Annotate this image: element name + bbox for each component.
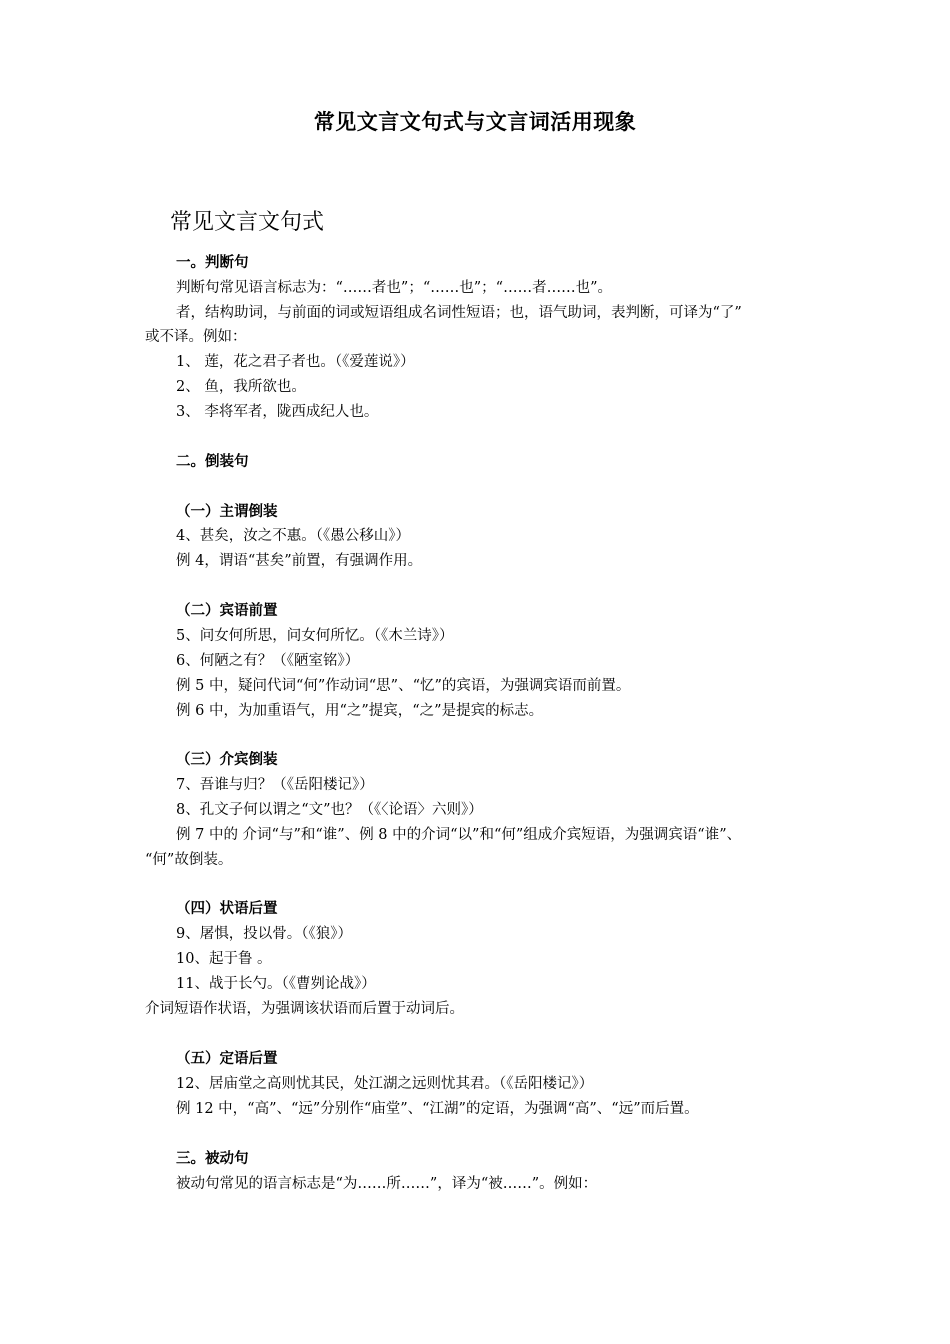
paragraph: 者，结构助词，与前面的词或短语组成名词性短语；也，语气助词，表判断，可译为“了” bbox=[176, 305, 742, 321]
subheading: （二）宾语前置 bbox=[176, 602, 278, 619]
example-line: 11、战于长勺。（《曹刿论战》） bbox=[176, 976, 376, 992]
explanation-line: 例 6 中，为加重语气，用“之”提宾，“之”是提宾的标志。 bbox=[176, 703, 544, 719]
example-line: 10、起于鲁 。 bbox=[176, 951, 272, 967]
example-line: 9、屠惧，投以骨。（《狼》） bbox=[176, 926, 352, 942]
paragraph: 判断句常见语言标志为：“……者也”；“……也”；“……者……也”。 bbox=[176, 280, 612, 296]
subheading: （一）主谓倒装 bbox=[176, 503, 278, 520]
example-line: 7、吾谁与归？（《岳阳楼记》） bbox=[176, 777, 374, 793]
paragraph: 被动句常见的语言标志是“为……所……”，译为“被……”。例如： bbox=[176, 1176, 598, 1192]
heading-inverted-sentence: 二。倒装句 bbox=[176, 453, 249, 470]
heading-passive-sentence: 三。被动句 bbox=[176, 1150, 249, 1167]
example-line: 6、何陋之有？（《陋室铭》） bbox=[176, 653, 360, 669]
explanation-line: 例 12 中，“高”、“远”分别作“庙堂”、“江湖”的定语，为强调“高”、“远”而后置。 bbox=[176, 1101, 699, 1117]
example-line: 1、 莲，花之君子者也。（《爱莲说》） bbox=[176, 354, 415, 370]
explanation-line: 例 7 中的 介词“与”和“谁”、例 8 中的介词“以”和“何”组成介宾短语，为强调宾语“谁”、 bbox=[176, 827, 742, 843]
example-line: 2、 鱼，我所欲也。 bbox=[176, 379, 306, 395]
example-line: 5、问女何所思，问女何所忆。（《木兰诗》） bbox=[176, 628, 454, 644]
explanation-continuation: “何”故倒装。 bbox=[145, 852, 233, 868]
example-line: 12、居庙堂之高则忧其民，处江湖之远则忧其君。（《岳阳楼记》） bbox=[176, 1076, 594, 1092]
explanation-line: 例 4，谓语“甚矣”前置，有强调作用。 bbox=[176, 553, 423, 569]
subheading: （三）介宾倒装 bbox=[176, 751, 278, 768]
subheading: （四）状语后置 bbox=[176, 900, 278, 917]
subheading: （五）定语后置 bbox=[176, 1050, 278, 1067]
example-line: 4、甚矣，汝之不惠。（《愚公移山》） bbox=[176, 528, 410, 544]
page-title: 常见文言文句式与文言词活用现象 bbox=[313, 109, 637, 134]
explanation-line: 介词短语作状语，为强调该状语而后置于动词后。 bbox=[145, 1001, 464, 1017]
section-heading: 常见文言文句式 bbox=[170, 210, 325, 235]
paragraph-continuation: 或不译。例如： bbox=[145, 329, 247, 345]
explanation-line: 例 5 中，疑问代词“何”作动词“思”、“忆”的宾语，为强调宾语而前置。 bbox=[176, 678, 631, 694]
example-line: 8、孔文子何以谓之“文”也？（《〈论语〉六则》） bbox=[176, 802, 483, 818]
heading-judgment-sentence: 一。判断句 bbox=[176, 254, 249, 271]
example-line: 3、 李将军者，陇西成纪人也。 bbox=[176, 404, 379, 420]
